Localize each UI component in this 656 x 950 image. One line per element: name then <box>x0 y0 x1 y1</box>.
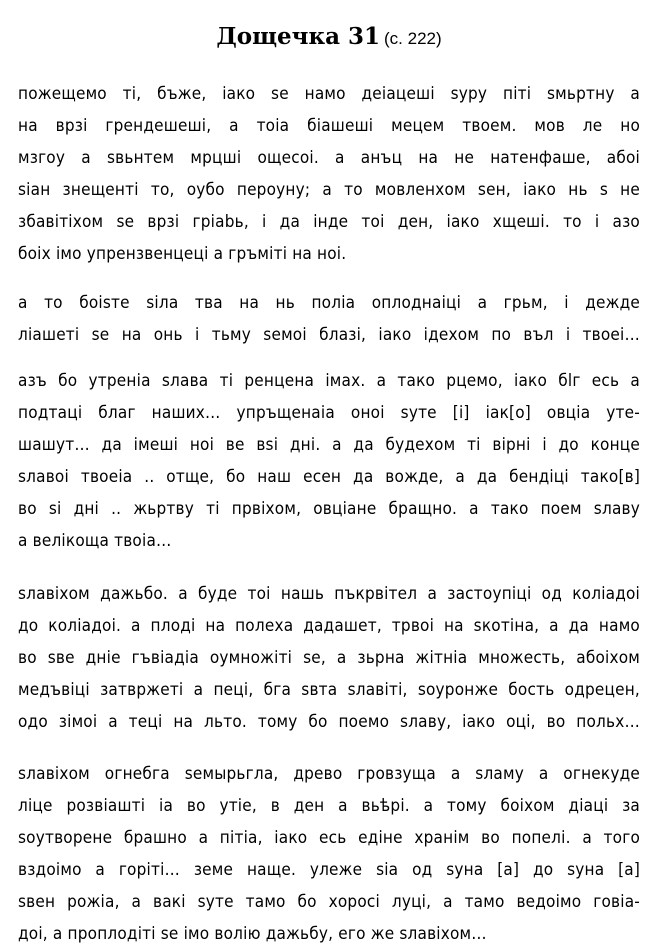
text-line: медъвіці затвржеті а пеці, бга ѕвта ѕлавіті, ѕоуронже бость одрецен, <box>18 680 640 700</box>
text-line: вздоімо а горіті… земе наще. улеже ѕіа од ѕуна [а] до ѕуна [а] <box>18 860 640 880</box>
text-line: ѕлавіхом огнебга ѕемырьгла, древо гровзуща а ѕламу а огнекуде <box>18 764 640 784</box>
paragraph-3 <box>18 365 640 557</box>
paragraph-1 <box>18 78 640 270</box>
tablet-title: Дощечка 31 <box>216 23 381 50</box>
text-line: боіх імо упрензвенцеці а гръміті на ноі. <box>18 244 347 264</box>
paragraph-5 <box>18 758 640 950</box>
text-line: а велікоща твоіа… <box>18 531 172 551</box>
text-line: подтаці благ наших… упръщенаіа оноі ѕуте [і] іак[о] овціа уте- <box>18 403 640 423</box>
text-line: збавітіхом ѕе врзі гріаbь, і да інде тоі ден, іако хщеші. то і азо <box>18 212 640 232</box>
text-line: ѕоутворене брашно а пітіа, іако есь едіне хранім во попелі. а того <box>18 828 640 848</box>
text-line: а то боіѕте ѕіла тва на нь поліа оплоднаіці а грьм, і дежде <box>18 293 640 313</box>
page-title <box>18 22 640 52</box>
text-line: одо зімоі а теці на льто. тому бо поемо ѕлаву, іако оці, во польх… <box>18 712 640 732</box>
text-line: ѕлавоі твоеіа .. отще, бо наш есен да вожде, а да бендіці тако[в] <box>18 467 640 487</box>
text-line: ѕвен рожіа, а вакі ѕуте тамо бо хоросі луці, а тамо ведоімо говіа- <box>18 892 640 912</box>
text-line: ѕіан знещенті то, оубо пероуну; а то мовленхом ѕен, іако нь ѕ не <box>18 180 640 200</box>
text-line: азъ бо утреніа ѕлава ті ренцена імах. а тако рцемо, іако бlг есь а <box>18 371 640 391</box>
text-line: пожещемо ті, бъже, іако ѕе намо деіацеші ѕуру піті ѕмьртну а <box>18 84 640 104</box>
paragraph-2 <box>18 287 640 351</box>
text-line: ѕлавіхом дажьбо. а буде тоі нашь пъкрвітел а застоупіці од коліадоі <box>18 584 640 604</box>
text-line: во ѕве дніе гъвіадіа оумножіті ѕе, а зьрна жітніа множесть, абоіхом <box>18 648 640 668</box>
text-line: во ѕі дні .. жьртву ті првіхом, овціане бращно. а тако поем ѕлаву <box>18 499 640 519</box>
text-line: мзгоу а ѕвьнтем мрцші ощесоі. а анъц на не натенфаше, абоі <box>18 148 640 168</box>
text-line: доі, а проплодіті ѕе імо волію дажьбу, его же ѕлавіхом… <box>18 924 487 944</box>
text-line: шашут… да імеші ноі ве вѕі дні. а да будехом ті вірні і до конце <box>18 435 640 455</box>
text-line: до коліадоі. а плоді на полеха дадашет, трвоі на ѕкотіна, а да намо <box>18 616 640 636</box>
text-line: на врзі грендешеші, а тоіа біашеші мецем твоем. мов ле но <box>18 116 640 136</box>
page-reference: (с. 222) <box>384 29 442 48</box>
text-line: ліашеті ѕе на онь і тьму ѕемоі блазі, іако ідехом по въл і твоеі… <box>18 325 640 345</box>
text-line: ліце розвіашті іа во утіе, в ден а вьѣрі. а тому боіхом діаці за <box>18 796 640 816</box>
paragraph-4 <box>18 578 640 738</box>
